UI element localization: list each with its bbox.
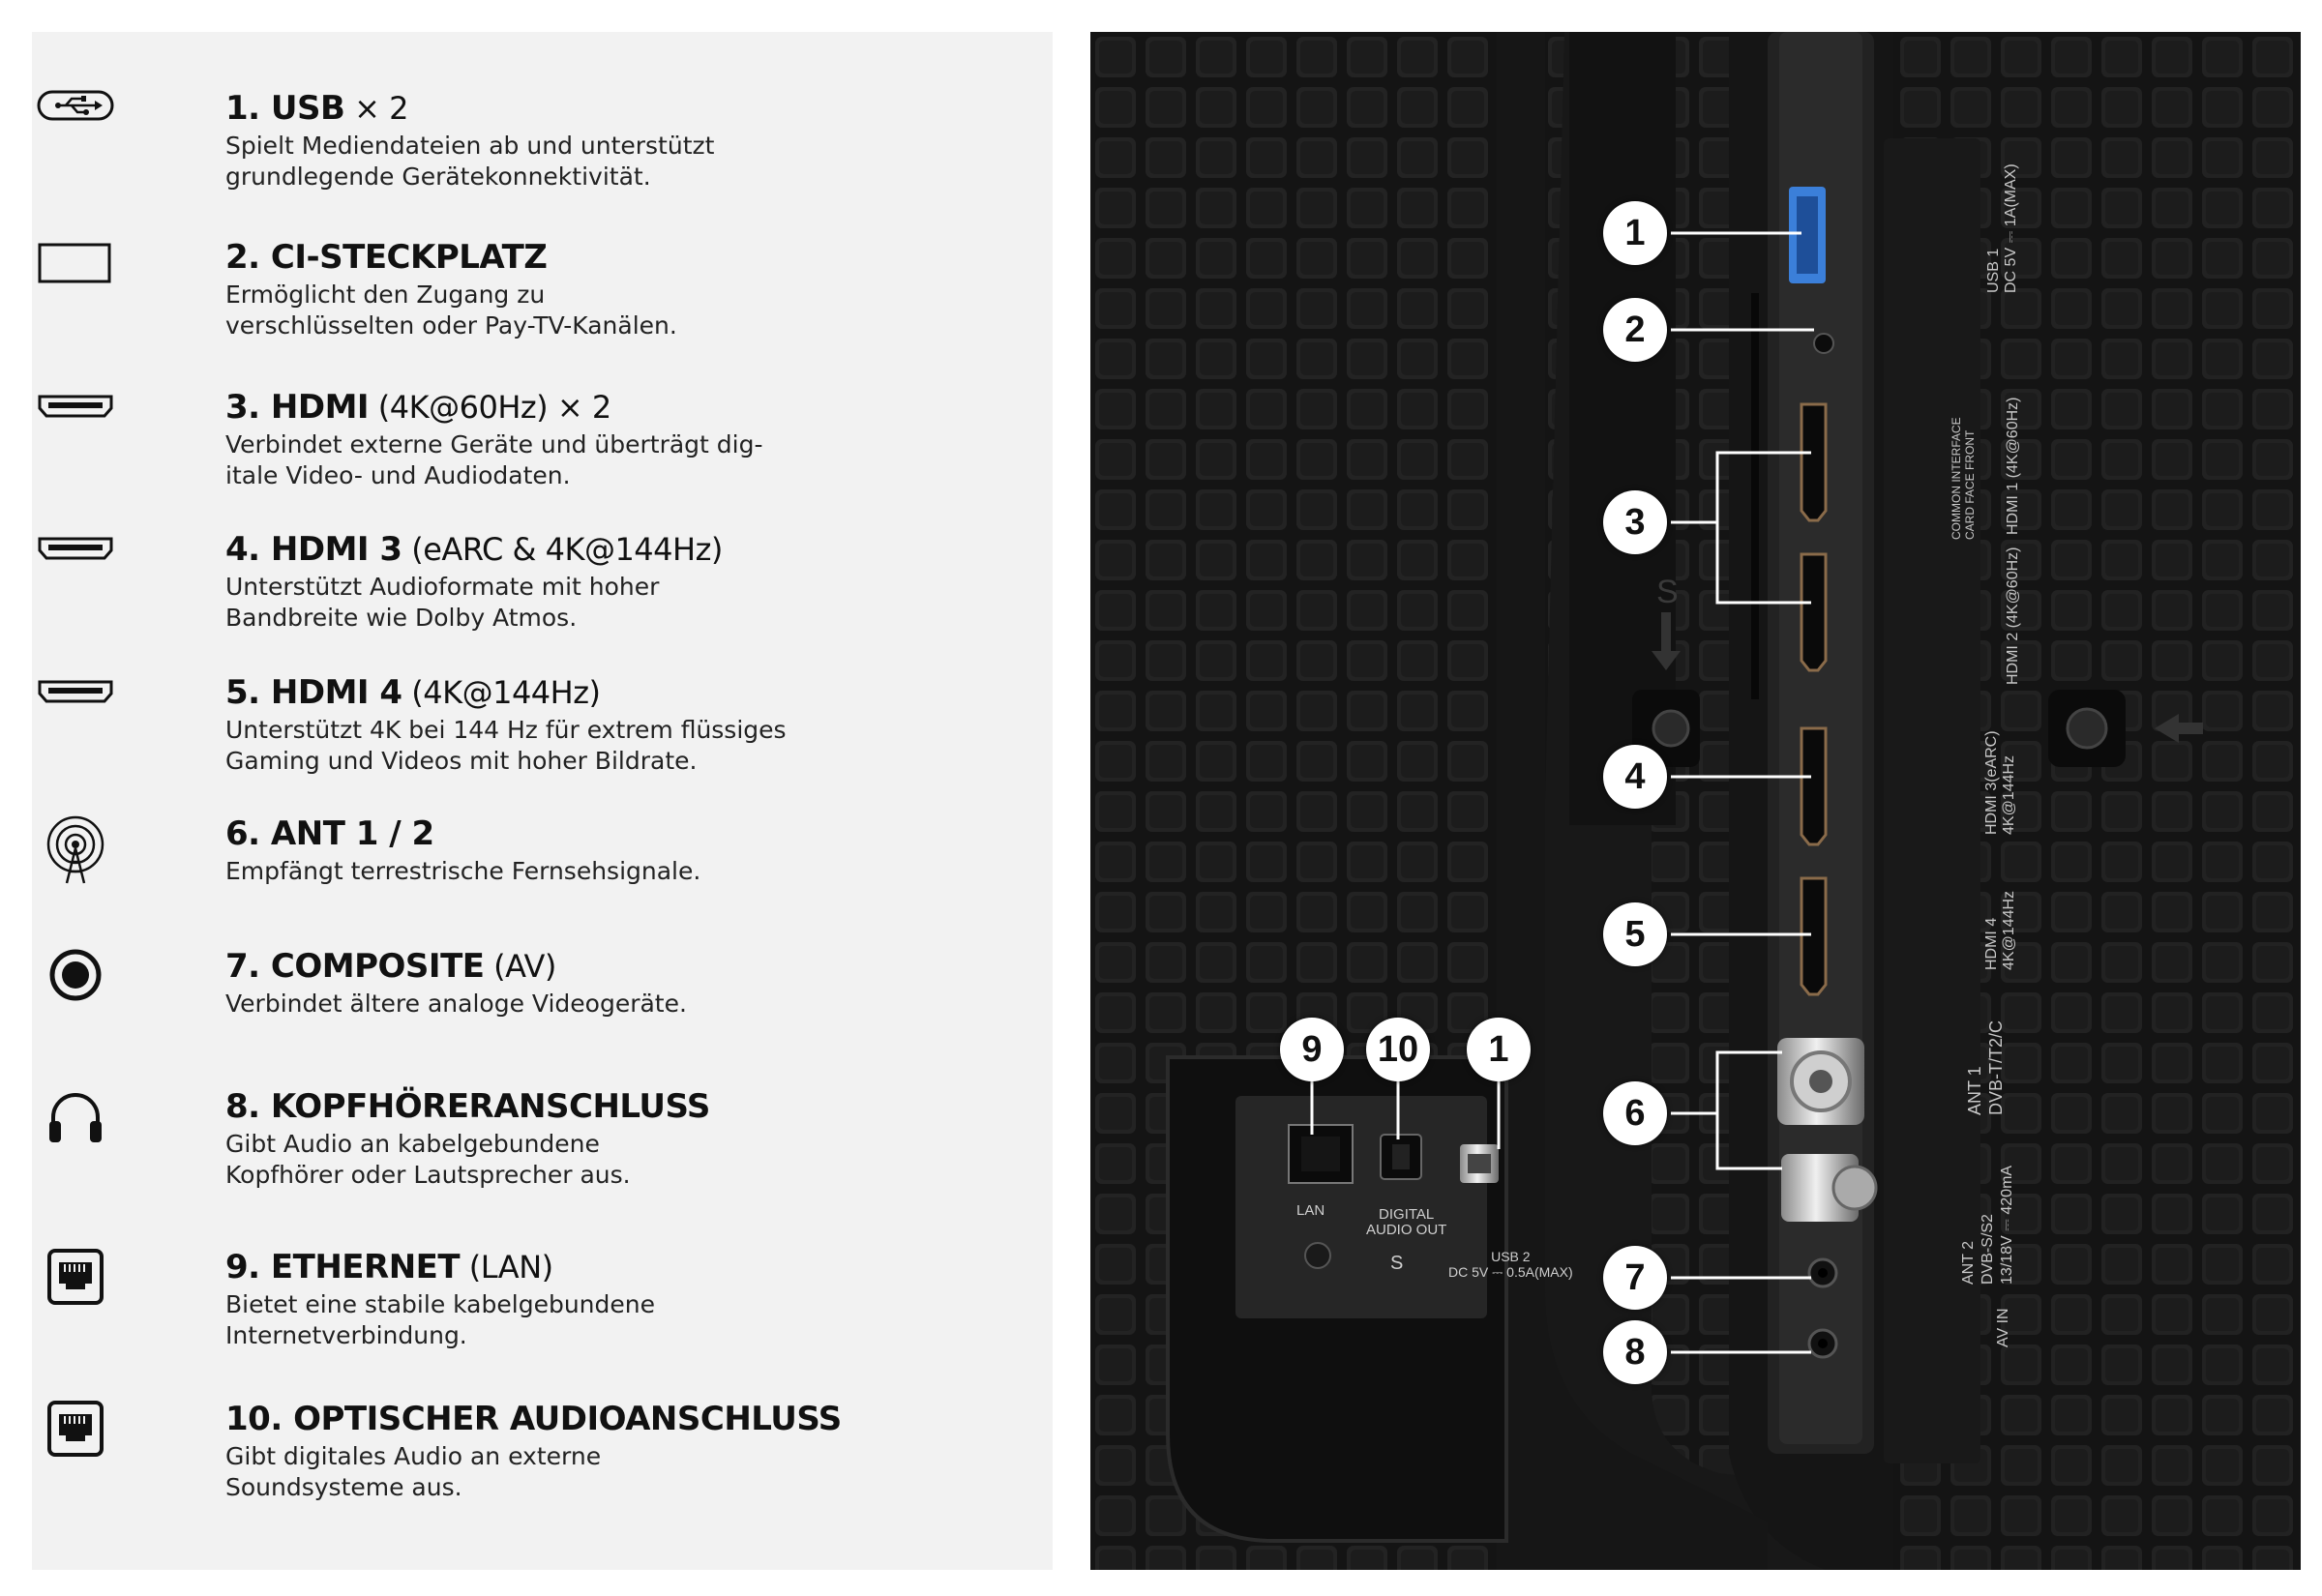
antenna-icon	[32, 813, 119, 891]
screw-s-label: S	[1390, 1253, 1404, 1274]
feature-description: Verbindet ältere analoge Videogeräte.	[225, 990, 687, 1018]
common-interface-label: COMMON INTERFACE CARD FACE FRONT	[1950, 417, 1977, 540]
feature-headphones	[225, 1086, 1019, 1191]
hdmi2-label: HDMI 2 (4K@60Hz)	[2005, 547, 2021, 685]
feature-usb	[225, 88, 1019, 192]
feature-title: 4. HDMI 3 (eARC & 4K@144Hz)	[225, 530, 723, 569]
ant2-label: ANT 2 DVB-S/S2 13/18V ⎓ 420mA	[1960, 1165, 2015, 1285]
feature-description: Spielt Mediendateien ab und unterstützt grundlegende Gerätekonnektivität.	[225, 132, 715, 191]
badge-usb1: 1	[1603, 201, 1667, 265]
av-in-label: AV IN	[1995, 1308, 2011, 1347]
feature-description: Gibt Audio an kabelgebundene Kopfhörer oder Lautsprecher aus.	[225, 1130, 631, 1189]
feature-description: Bietet eine stabile kabelgebundene Internetverbindung.	[225, 1290, 655, 1349]
feature-description: Unterstützt Audioformate mit hoher Bandbreite wie Dolby Atmos.	[225, 573, 660, 632]
badge-antenna: 6	[1603, 1081, 1667, 1145]
badge-headphones: 8	[1603, 1320, 1667, 1384]
feature-hdmi-4	[225, 672, 1019, 777]
feature-title: 7. COMPOSITE (AV)	[225, 947, 556, 986]
features-panel	[32, 32, 1053, 1570]
badge-ethernet: 9	[1280, 1018, 1344, 1081]
hdmi1-label: HDMI 1 (4K@60Hz)	[2005, 397, 2021, 535]
headphones-icon	[32, 1086, 119, 1164]
feature-composite	[225, 946, 1019, 1020]
feature-title: 1. USB × 2	[225, 89, 408, 128]
feature-title: 9. ETHERNET (LAN)	[225, 1248, 553, 1286]
ethernet-icon	[32, 1247, 119, 1324]
hdmi-icon	[32, 387, 119, 464]
badge-composite: 7	[1603, 1246, 1667, 1310]
usb-icon	[32, 88, 119, 165]
feature-description: Ermöglicht den Zugang zu verschlüsselten oder Pay-TV-Kanälen.	[225, 281, 677, 340]
feature-hdmi	[225, 387, 1019, 491]
tv-back-photo	[1090, 32, 2301, 1570]
feature-title: 2. CI-STECKPLATZ	[225, 238, 548, 277]
lan-label: LAN	[1296, 1202, 1325, 1219]
composite-icon	[32, 946, 119, 1023]
hdmi3-label: HDMI 3(eARC) 4K@144Hz	[1983, 730, 2017, 835]
feature-title: 5. HDMI 4 (4K@144Hz)	[225, 673, 601, 712]
usb1-label: USB 1 DC 5V ⎓ 1A(MAX)	[1985, 163, 2019, 293]
feature-optical	[225, 1399, 1019, 1503]
badge-hdmi-3: 4	[1603, 745, 1667, 809]
badge-usb2: 1	[1467, 1018, 1531, 1081]
feature-description: Unterstützt 4K bei 144 Hz für extrem flüssiges Gaming und Videos mit hoher Bildrate.	[225, 716, 787, 775]
feature-hdmi-3	[225, 529, 1019, 634]
feature-description: Empfängt terrestrische Fernsehsignale.	[225, 857, 701, 885]
feature-ci-slot	[225, 237, 1019, 341]
optical-icon	[32, 1399, 119, 1476]
badge-hdmi-1-2: 3	[1603, 490, 1667, 554]
usb2-label: USB 2 DC 5V ⎓ 0.5A(MAX)	[1448, 1249, 1573, 1280]
ant1-label: ANT 1 DVB-T/T2/C	[1965, 1020, 2006, 1115]
feature-ethernet	[225, 1247, 1019, 1351]
feature-description: Verbindet externe Geräte und überträgt dig- itale Video- und Audiodaten.	[225, 430, 763, 489]
hdmi4-label: HDMI 4 4K@144Hz	[1983, 890, 2017, 970]
hdmi-icon	[32, 529, 119, 606]
ci-slot-icon	[32, 237, 119, 314]
digital-audio-out-label: DIGITAL AUDIO OUT	[1366, 1206, 1447, 1238]
screw-s-label: S	[1656, 574, 1679, 610]
feature-title: 6. ANT 1 / 2	[225, 814, 434, 853]
badge-hdmi-4: 5	[1603, 902, 1667, 966]
feature-title: 3. HDMI (4K@60Hz) × 2	[225, 388, 611, 427]
tv-back-illustration	[1090, 32, 2301, 1570]
feature-antenna	[225, 813, 1019, 887]
hdmi-icon	[32, 672, 119, 750]
badge-optical: 10	[1366, 1018, 1430, 1081]
badge-ci-slot: 2	[1603, 298, 1667, 362]
feature-title: 8. KOPFHÖRERANSCHLUSS	[225, 1087, 710, 1126]
feature-description: Gibt digitales Audio an externe Soundsysteme aus.	[225, 1442, 602, 1501]
feature-title: 10. OPTISCHER AUDIOANSCHLUSS	[225, 1400, 842, 1438]
